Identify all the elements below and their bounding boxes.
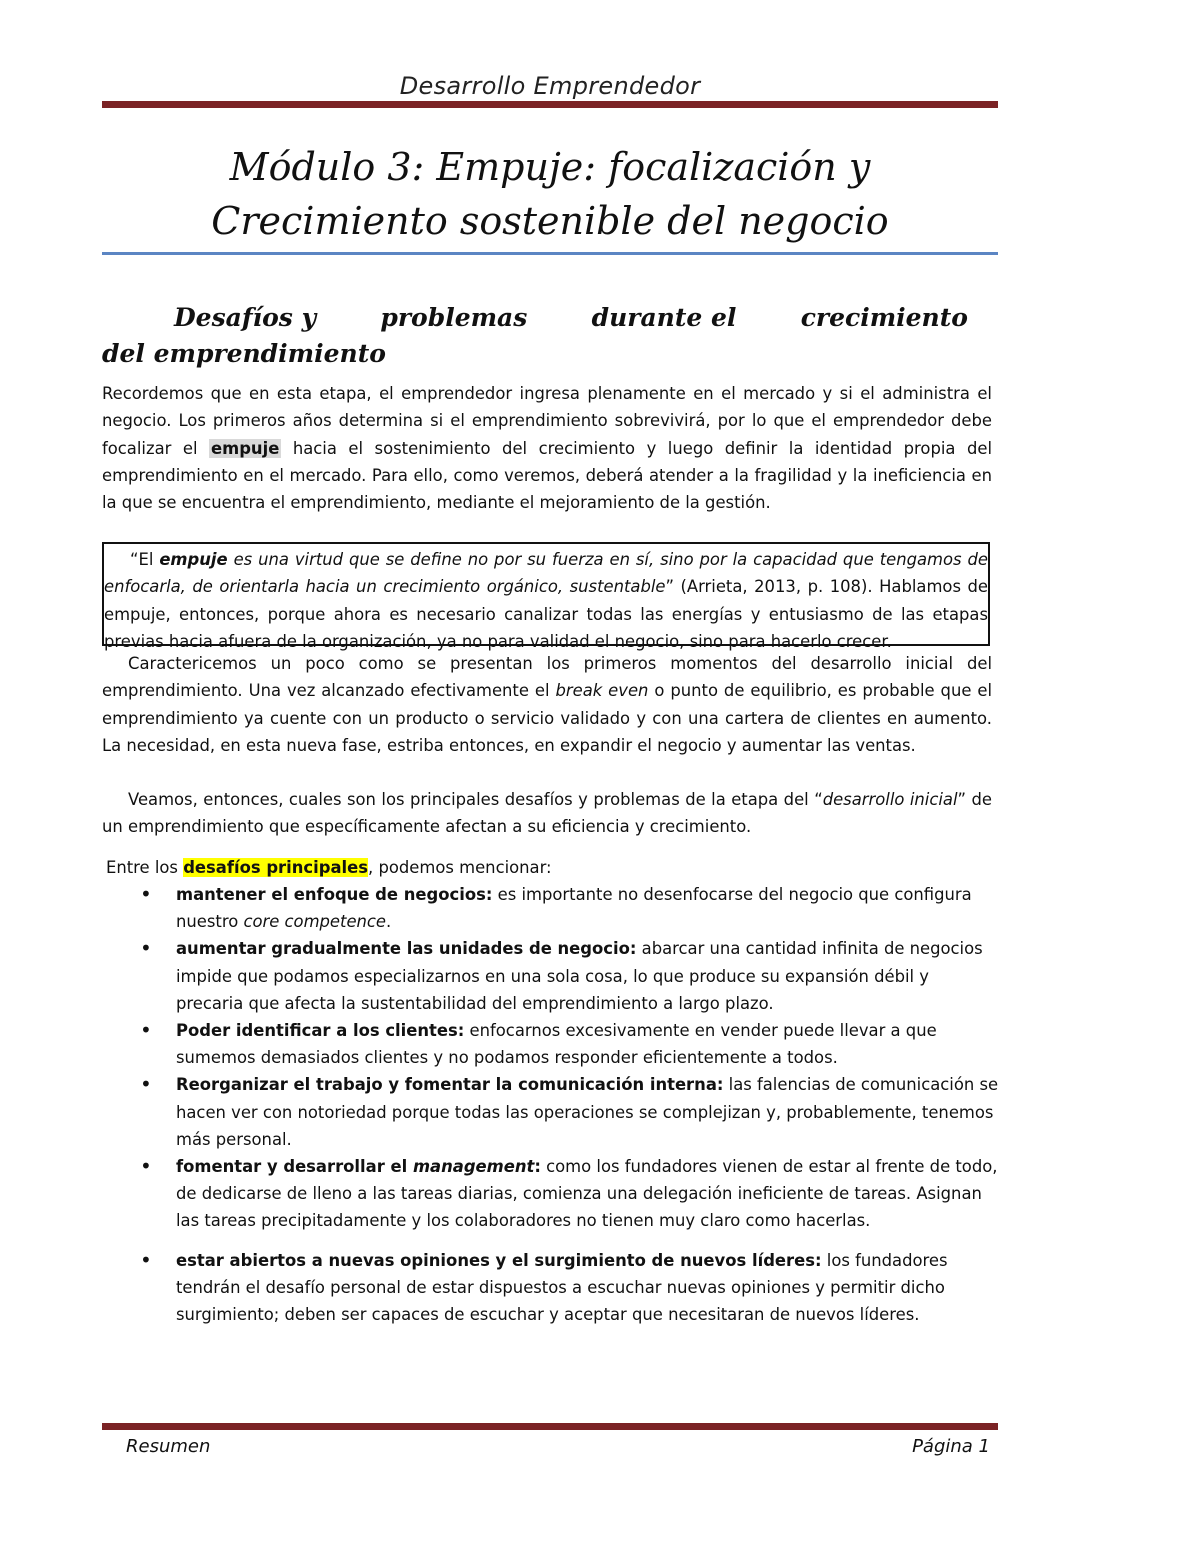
challenges-list <box>140 881 1000 1328</box>
running-header: Desarrollo Emprendedor <box>399 72 701 100</box>
list-item <box>140 881 1000 935</box>
paragraph-text: hacia el sostenimiento del crecimiento y luego definir la identidad propia del emprendimiento en el mercado. Para ello, como veremos, deberá atender a la fragilidad y la ineficiencia en la que se encuentra el emprendimiento, mediante el mejoramiento de la gestión. <box>102 438 992 513</box>
quote-citation-text: ” (Arrieta, 2013, p. 108). Hablamos de empuje, entonces, porque ahora es necesario canalizar todas las energías y entusiasmo de las etapas previas hacia afuera de la organización, ya no para validad el negocio, sino para hacerlo crecer. <box>104 577 988 651</box>
module-title <box>102 140 998 248</box>
section-heading <box>102 300 968 372</box>
item-term-tail: : <box>534 1157 541 1177</box>
section-heading-line2: del emprendimiento <box>102 339 386 368</box>
italic-term: desarrollo inicial <box>822 790 958 809</box>
bullet-icon: • <box>140 936 152 961</box>
footer-label: Resumen <box>126 1436 211 1457</box>
page-number: Página 1 <box>912 1436 990 1457</box>
item-text: abarcar una cantidad infinita de negocios impide que podamos especializarnos en una sola cosa, lo que produce su expansión débil y precaria que afecta la sustentabilidad del emprendimiento a largo plazo. <box>176 939 983 1013</box>
list-item <box>140 1071 1000 1153</box>
list-item <box>140 1017 1000 1071</box>
item-term: fomentar y desarrollar el <box>176 1157 413 1177</box>
header-rule <box>102 101 998 108</box>
module-title-line2: Crecimiento sostenible del negocio <box>211 199 889 243</box>
item-term: aumentar gradualmente las unidades de negocio: <box>176 939 637 959</box>
list-item <box>140 935 1000 1017</box>
item-text: como los fundadores vienen de estar al frente de todo, de dedicarse de lleno a las tareas diarias, comienza una delegación ineficiente de tareas. Asignan las tareas precipitadamente y los colaboradores no tienen muy claro como hacerlas. <box>176 1157 998 1231</box>
heading-word: Desafíos y <box>174 303 317 332</box>
bullet-icon: • <box>140 1018 152 1043</box>
quote-bold-term: empuje <box>159 550 228 569</box>
bullet-icon: • <box>140 1154 152 1179</box>
title-rule <box>102 252 998 255</box>
item-term: Reorganizar el trabajo y fomentar la comunicación interna: <box>176 1075 724 1095</box>
paragraph-characterize <box>102 650 992 759</box>
paragraph-challenges-intro <box>102 786 992 841</box>
bullet-icon: • <box>140 1247 152 1272</box>
heading-word: crecimiento <box>800 303 968 332</box>
heading-word: durante el <box>591 303 737 332</box>
item-text: es importante no desenfocarse del negocio que configura nuestro <box>176 885 972 932</box>
item-text: enfocarnos excesivamente en vender puede llevar a que sumemos demasiados clientes y no podamos responder eficientemente a todos. <box>176 1021 937 1068</box>
heading-word: problemas <box>380 303 528 332</box>
quote-text <box>104 546 988 655</box>
footer-rule <box>102 1423 998 1430</box>
section-heading-line1 <box>102 300 968 336</box>
module-title-line1: Módulo 3: Empuje: focalización y <box>229 145 871 189</box>
list-item <box>140 1153 1000 1235</box>
item-term: mantener el enfoque de negocios: <box>176 885 493 904</box>
highlighted-term: desafíos principales <box>183 858 369 877</box>
item-term: estar abiertos a nuevas opiniones y el surgimiento de nuevos líderes: <box>176 1250 822 1270</box>
item-tail: . <box>386 912 392 932</box>
quote-italic-text: es una virtud que se define no por su fuerza en sí, sino por la capacidad que tengamos de enfocarla, de orientarla hacia un crecimiento orgánico, sustentable <box>104 550 988 597</box>
quote-box <box>102 542 990 651</box>
lead-text: Entre los <box>106 858 184 877</box>
bullet-icon: • <box>140 1072 152 1097</box>
item-text: los fundadores tendrán el desafío personal de estar dispuestos a escuchar nuevas opiniones y permitir dicho surgimiento; deben ser capaces de escuchar y aceptar que necesitaran de nuevos líderes. <box>176 1250 948 1325</box>
highlighted-term: empuje <box>211 438 280 458</box>
paragraph-text: Veamos, entonces, cuales son los principales desafíos y problemas de la etapa del “ <box>128 790 823 809</box>
paragraph-intro <box>102 380 992 516</box>
lead-text: , podemos mencionar: <box>368 858 552 877</box>
paragraph-text: o punto de equilibrio, es probable que el emprendimiento ya cuente con un producto o servicio validado y con una cartera de clientes en aumento. La necesidad, en esta nueva fase, estriba entonces, en expandir el negocio y aumentar las ventas. <box>102 681 993 755</box>
italic-term: break even <box>555 681 649 701</box>
item-text: las falencias de comunicación se hacen ver con notoriedad porque todas las operaciones se complejizan y, probablemente, tenemos más personal. <box>176 1075 999 1149</box>
paragraph-text: Recordemos que en esta etapa, el emprendedor ingresa plenamente en el mercado y si el administra el negocio. Los primeros años determina si el emprendimiento sobrevivirá, por lo que el emprendedor debe focalizar el <box>102 384 992 458</box>
challenges-lead-in <box>106 854 552 881</box>
paragraph-text: Caractericemos un poco como se presentan los primeros momentos del desarrollo inicial del emprendimiento. Una vez alcanzado efectivamente el <box>102 654 992 701</box>
quote-mark: “El <box>130 550 160 569</box>
item-term-italic: management <box>412 1157 535 1177</box>
paragraph-text: ” de un emprendimiento que específicamente afectan a su eficiencia y crecimiento. <box>102 790 992 837</box>
bullet-icon: • <box>140 882 152 906</box>
list-item <box>140 1247 1000 1329</box>
item-italic: core competence <box>243 912 387 932</box>
item-term: Poder identificar a los clientes: <box>176 1021 465 1041</box>
